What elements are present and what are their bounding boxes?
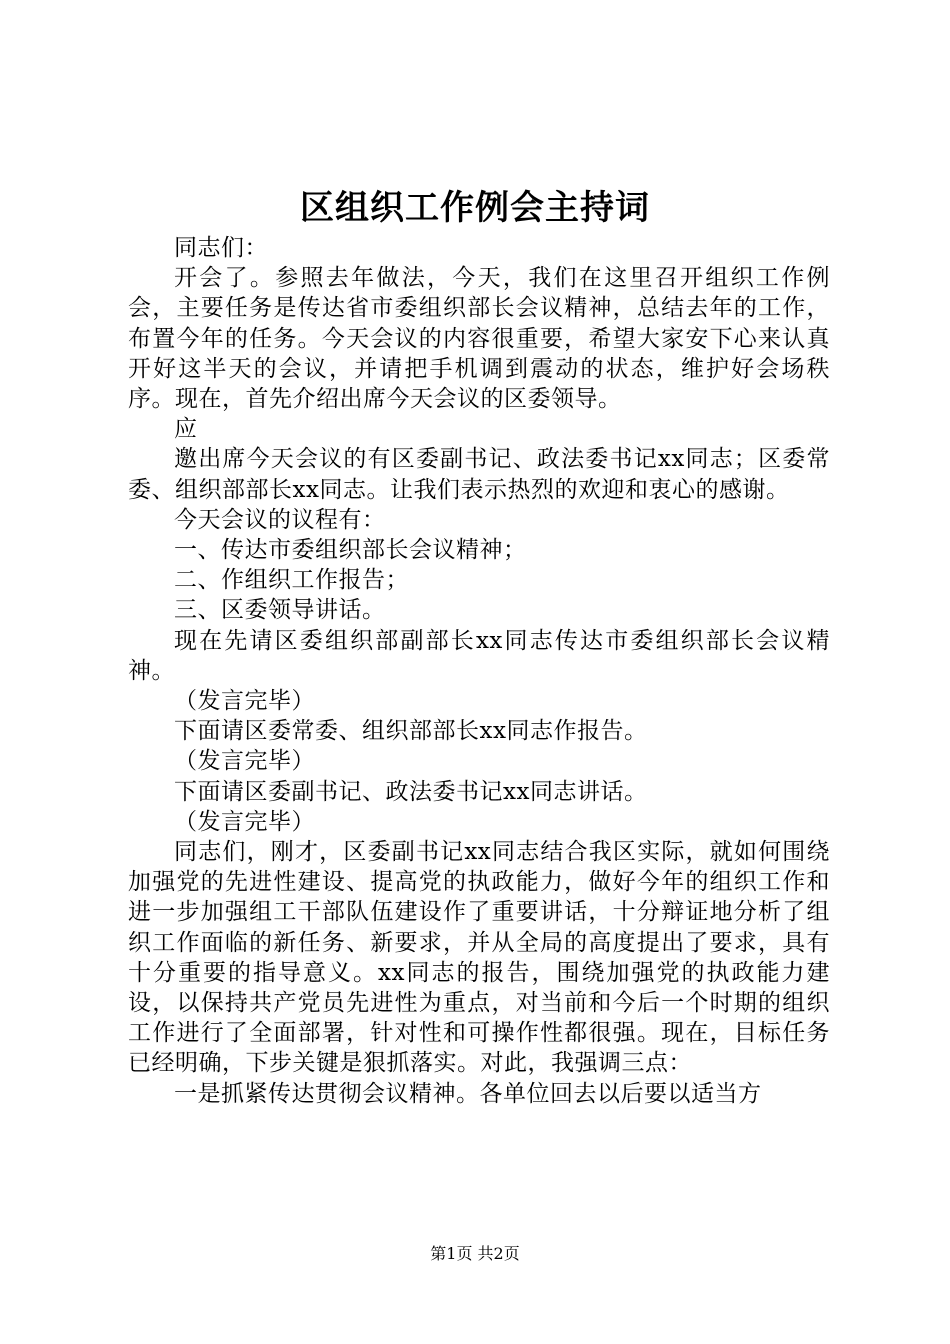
- agenda-item-3: 三、区委领导讲话。: [174, 597, 386, 624]
- speech-end-note: （发言完毕）: [174, 748, 315, 775]
- page-number: 第1页 共2页: [430, 1244, 520, 1263]
- speech-end-note: （发言完毕）: [174, 808, 315, 835]
- paragraph-greeting: 同志们：: [174, 235, 268, 261]
- paragraph-point-1: 一是抓紧传达贯彻会议精神。各单位回去以后要以适当方: [174, 1080, 762, 1107]
- document-title: 区组织工作例会主持词: [300, 188, 650, 228]
- paragraph-speaker-2: 下面请区委常委、组织部部长xx同志作报告。: [174, 718, 648, 745]
- paragraph-fragment: 应: [174, 416, 198, 443]
- paragraph-opening: 开会了。参照去年做法，今天，我们在这里召开组织工作例会，主要任务是传达省市委组织部长会议精神，总结去年的工作，布置今年的任务。今天会议的内容很重要，希望大家安下心来认真开好这半天的会议，并请把手机调到震动的状态，维护好会场秩序。现在，首先介绍出席今天会议的区委领导。: [128, 265, 830, 413]
- paragraph-agenda-heading: 今天会议的议程有：: [174, 506, 386, 533]
- document-body: [128, 233, 830, 1109]
- agenda-item-1: 一、传达市委组织部长会议精神；: [174, 537, 527, 564]
- paragraph-speaker-1: 现在先请区委组织部副部长xx同志传达市委组织部长会议精神。: [128, 627, 830, 684]
- paragraph-speaker-3: 下面请区委副书记、政法委书记xx同志讲话。: [174, 778, 648, 805]
- agenda-item-2: 二、作组织工作报告；: [174, 567, 409, 594]
- speech-end-note: （发言完毕）: [174, 688, 315, 715]
- paragraph-attendees: 邀出席今天会议的有区委副书记、政法委书记xx同志；区委常委、组织部部长xx同志。让我们表示热烈的欢迎和衷心的感谢。: [128, 446, 830, 503]
- paragraph-summary: 同志们，刚才，区委副书记xx同志结合我区实际，就如何围绕加强党的先进性建设、提高党的执政能力，做好今年的组织工作和进一步加强组工干部队伍建设作了重要讲话，十分辩证地分析了组织工作面临的新任务、新要求，并从全局的高度提出了要求，具有十分重要的指导意义。xx同志的报告，围绕加强党的执政能力建设，以保持共产党员先进性为重点，对当前和今后一个时期的组织工作进行了全面部署，针对性和可操作性都很强。现在，目标任务已经明确，下步关键是狠抓落实。对此，我强调三点：: [128, 839, 830, 1077]
